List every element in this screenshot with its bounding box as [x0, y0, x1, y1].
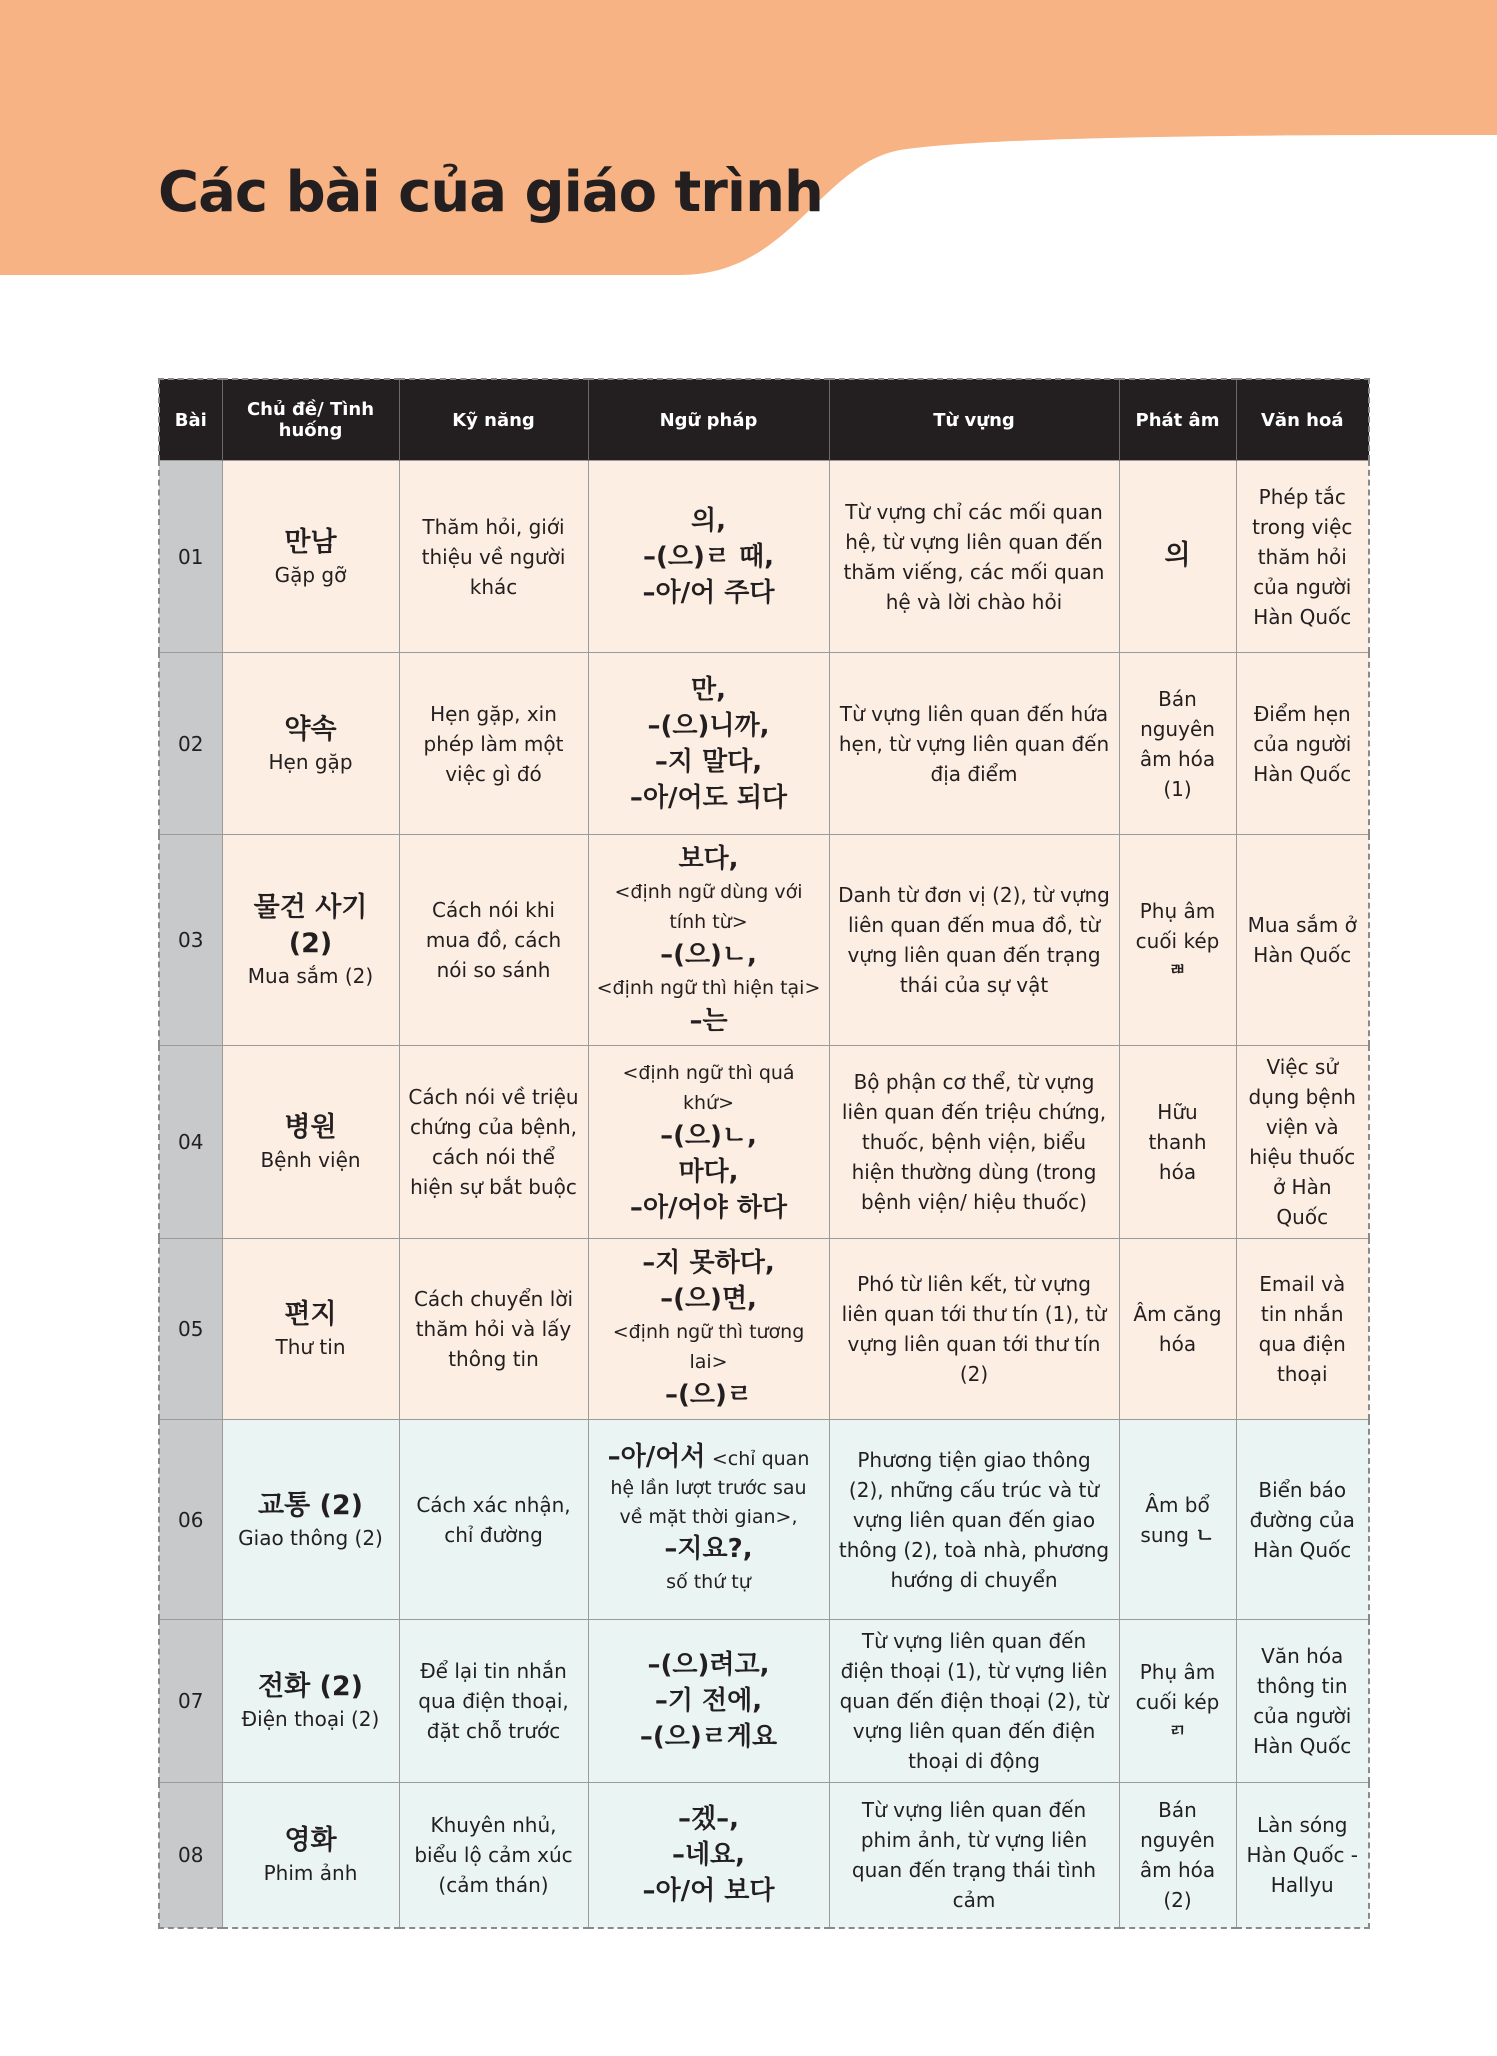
grammar-item: –네요, — [671, 1839, 746, 1870]
grammar-cell — [588, 653, 829, 835]
pronunciation-korean: 의 — [1164, 540, 1191, 571]
grammar-cell — [588, 461, 829, 653]
pronunciation-korean: ㄺ — [1169, 1721, 1186, 1741]
column-header-topic: Chủ đề/ Tình huống — [222, 379, 399, 461]
grammar-item: –(으)ㄹ게요 — [639, 1722, 778, 1752]
grammar-note: <định ngữ thì quá khứ> — [622, 1062, 795, 1114]
grammar-item: –(으)ㄹ 때, — [642, 541, 775, 572]
grammar-cell — [588, 1783, 829, 1928]
skill-cell: Thăm hỏi, giới thiệu về người khác — [399, 461, 588, 653]
table-row — [159, 1783, 1369, 1928]
grammar-cell — [588, 1046, 829, 1239]
grammar-item: –지요?, — [664, 1533, 753, 1564]
skill-cell: Hẹn gặp, xin phép làm một việc gì đó — [399, 653, 588, 835]
table-row — [159, 835, 1369, 1046]
lesson-number: 08 — [159, 1783, 222, 1928]
topic-vietnamese: Gặp gỡ — [274, 562, 347, 587]
column-header-vocabulary: Từ vựng — [829, 379, 1119, 461]
grammar-item: –아/어 주다 — [642, 577, 775, 608]
column-header-grammar: Ngữ pháp — [588, 379, 829, 461]
culture-cell: Điểm hẹn của người Hàn Quốc — [1236, 653, 1369, 835]
pronunciation-cell — [1119, 1420, 1236, 1620]
topic-vietnamese: Thư tin — [275, 1335, 346, 1359]
topic-cell — [222, 461, 399, 653]
grammar-item: –(으)ㄴ, — [660, 1121, 757, 1151]
skill-cell: Cách chuyển lời thăm hỏi và lấy thông tin — [399, 1239, 588, 1420]
topic-vietnamese: Hẹn gặp — [268, 749, 353, 774]
grammar-item: –아/어 보다 — [642, 1875, 775, 1906]
table-row — [159, 1046, 1369, 1239]
pronunciation-cell — [1119, 1620, 1236, 1783]
grammar-item: –(으)면, — [660, 1284, 757, 1314]
grammar-item: –아/어도 되다 — [629, 782, 788, 813]
grammar-cell — [588, 1420, 829, 1620]
skill-cell: Cách nói khi mua đồ, cách nói so sánh — [399, 835, 588, 1046]
lesson-number: 01 — [159, 461, 222, 653]
vocabulary-cell: Từ vựng liên quan đến hứa hẹn, từ vựng liên quan đến địa điểm — [829, 653, 1119, 835]
pronunciation-text: Phụ âm cuối kép — [1135, 899, 1220, 953]
pronunciation-korean: ㄴ — [1195, 1522, 1215, 1547]
pronunciation-text: Phụ âm cuối kép — [1135, 1660, 1220, 1714]
culture-cell: Làn sóng Hàn Quốc - Hallyu — [1236, 1783, 1369, 1928]
vocabulary-cell: Từ vựng liên quan đến phim ảnh, từ vựng liên quan đến trạng thái tình cảm — [829, 1783, 1119, 1928]
column-header-pronunciation: Phát âm — [1119, 379, 1236, 461]
culture-cell: Mua sắm ở Hàn Quốc — [1236, 835, 1369, 1046]
table-row — [159, 1420, 1369, 1620]
lesson-number: 04 — [159, 1046, 222, 1239]
vocabulary-cell: Bộ phận cơ thể, từ vựng liên quan đến triệu chứng, thuốc, bệnh viện, biểu hiện thường dùng (trong bệnh viện/ hiệu thuốc) — [829, 1046, 1119, 1239]
topic-cell — [222, 1420, 399, 1620]
grammar-item: 마다, — [678, 1157, 739, 1187]
table-row — [159, 1620, 1369, 1783]
grammar-note: <định ngữ dùng với tính từ> — [614, 881, 803, 933]
column-header-skill: Kỹ năng — [399, 379, 588, 461]
grammar-cell — [588, 1620, 829, 1783]
topic-korean: 약속 — [284, 713, 337, 745]
vocabulary-cell: Phó từ liên kết, từ vựng liên quan tới thư tín (1), từ vựng liên quan tới thư tín (2) — [829, 1239, 1119, 1420]
topic-korean: 교통 (2) — [257, 1489, 364, 1521]
grammar-cell — [588, 1239, 829, 1420]
skill-cell: Cách nói về triệu chứng của bệnh, cách nói thể hiện sự bắt buộc — [399, 1046, 588, 1239]
header-band — [0, 0, 1497, 290]
grammar-item: 보다, — [678, 844, 739, 874]
column-header-lesson: Bài — [159, 379, 222, 461]
vocabulary-cell: Danh từ đơn vị (2), từ vựng liên quan đến mua đồ, từ vựng liên quan đến trạng thái của sự vật — [829, 835, 1119, 1046]
pronunciation-cell: Hữu thanh hóa — [1119, 1046, 1236, 1239]
skill-cell: Để lại tin nhắn qua điện thoại, đặt chỗ trước — [399, 1620, 588, 1783]
grammar-item: –기 전에, — [654, 1686, 763, 1716]
grammar-note: <định ngữ thì tương lai> — [612, 1321, 805, 1373]
lesson-number: 03 — [159, 835, 222, 1046]
topic-cell — [222, 1783, 399, 1928]
pronunciation-cell — [1119, 835, 1236, 1046]
grammar-item: –(으)려고, — [647, 1650, 770, 1680]
grammar-note: <chỉ quan hệ lần lượt trước sau về mặt thời gian>, — [610, 1447, 810, 1528]
grammar-item: 만, — [691, 674, 726, 705]
grammar-item: –(으)니까, — [647, 710, 770, 741]
topic-korean: 물건 사기 (2) — [253, 892, 368, 959]
topic-cell — [222, 1046, 399, 1239]
lesson-number: 05 — [159, 1239, 222, 1420]
topic-korean: 영화 — [284, 1824, 337, 1856]
column-header-culture: Văn hoá — [1236, 379, 1369, 461]
topic-korean: 편지 — [284, 1299, 337, 1330]
topic-vietnamese: Điện thoại (2) — [241, 1707, 380, 1731]
skill-cell: Khuyên nhủ, biểu lộ cảm xúc (cảm thán) — [399, 1783, 588, 1928]
grammar-item: –지 못하다, — [642, 1248, 775, 1278]
culture-cell: Việc sử dụng bệnh viện và hiệu thuốc ở Hàn Quốc — [1236, 1046, 1369, 1239]
pronunciation-korean: ㄼ — [1169, 960, 1186, 980]
culture-cell: Văn hóa thông tin của người Hàn Quốc — [1236, 1620, 1369, 1783]
pronunciation-cell: Bán nguyên âm hóa (1) — [1119, 653, 1236, 835]
topic-korean: 병원 — [284, 1112, 337, 1143]
lesson-number: 02 — [159, 653, 222, 835]
culture-cell: Phép tắc trong việc thăm hỏi của người Hàn Quốc — [1236, 461, 1369, 653]
lesson-number: 06 — [159, 1420, 222, 1620]
culture-cell: Email và tin nhắn qua điện thoại — [1236, 1239, 1369, 1420]
syllabus-table — [158, 378, 1370, 1929]
table-row — [159, 461, 1369, 653]
pronunciation-cell — [1119, 461, 1236, 653]
grammar-cell — [588, 835, 829, 1046]
grammar-item: –아/어서 — [607, 1441, 706, 1472]
vocabulary-cell: Phương tiện giao thông (2), những cấu trúc và từ vựng liên quan đến giao thông (2), toà nhà, phương hướng di chuyển — [829, 1420, 1119, 1620]
header-wave-shape — [0, 0, 1497, 275]
skill-cell: Cách xác nhận, chỉ đường — [399, 1420, 588, 1620]
table-row — [159, 653, 1369, 835]
pronunciation-cell: Bán nguyên âm hóa (2) — [1119, 1783, 1236, 1928]
topic-vietnamese: Giao thông (2) — [238, 1525, 383, 1550]
grammar-item: –지 말다, — [654, 746, 763, 777]
topic-cell — [222, 1620, 399, 1783]
grammar-note: <định ngữ thì hiện tại> — [596, 977, 821, 999]
topic-vietnamese: Phim ảnh — [263, 1860, 358, 1885]
topic-korean: 전화 (2) — [257, 1671, 364, 1702]
grammar-item: 의, — [691, 505, 726, 536]
grammar-item: –겠–, — [678, 1803, 739, 1834]
table-row — [159, 1239, 1369, 1420]
pronunciation-cell: Âm căng hóa — [1119, 1239, 1236, 1420]
pronunciation-text: Âm bổ sung — [1140, 1492, 1210, 1547]
grammar-note: số thứ tự — [666, 1570, 751, 1593]
topic-vietnamese: Bệnh viện — [260, 1148, 361, 1172]
grammar-item: –(으)ㄴ, — [660, 940, 757, 970]
lesson-number: 07 — [159, 1620, 222, 1783]
page-title: Các bài của giáo trình — [158, 160, 823, 225]
topic-cell — [222, 835, 399, 1046]
grammar-item: –(으)ㄹ — [665, 1380, 752, 1410]
grammar-item: –아/어야 하다 — [629, 1193, 788, 1223]
topic-korean: 만남 — [284, 526, 337, 558]
vocabulary-cell: Từ vựng chỉ các mối quan hệ, từ vựng liên quan đến thăm viếng, các mối quan hệ và lời chào hỏi — [829, 461, 1119, 653]
grammar-item: –는 — [689, 1006, 728, 1036]
topic-cell — [222, 1239, 399, 1420]
table-header-row — [159, 379, 1369, 461]
topic-cell — [222, 653, 399, 835]
vocabulary-cell: Từ vựng liên quan đến điện thoại (1), từ vựng liên quan đến điện thoại (2), từ vựng liên quan đến điện thoại di động — [829, 1620, 1119, 1783]
topic-vietnamese: Mua sắm (2) — [247, 964, 374, 988]
culture-cell: Biển báo đường của Hàn Quốc — [1236, 1420, 1369, 1620]
